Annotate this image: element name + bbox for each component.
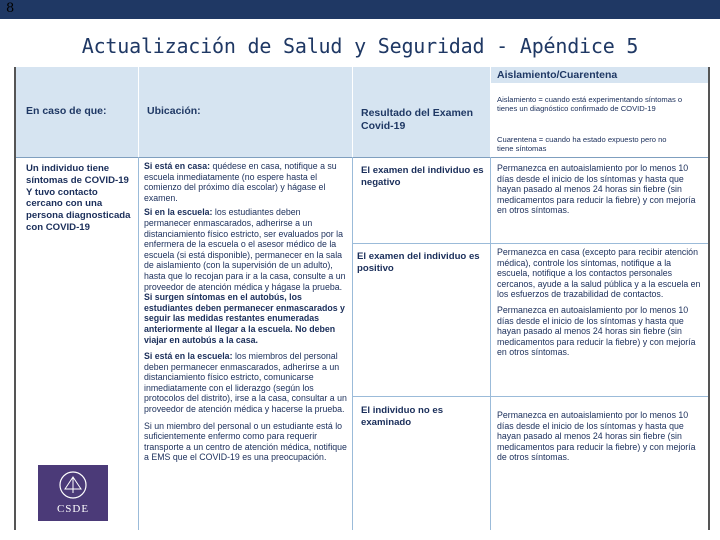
location-autobus-text: Si surgen síntomas en el autobús, los estudiantes deben permanecer enmascarados y seguir las medidas restantes enumeradas anteriormente al llegar a la escuela. No deben viajar en autobús a la casa. <box>144 292 345 345</box>
slide-title: Actualización de Salud y Seguridad - Apéndice 5 <box>81 34 639 58</box>
header-ubicacion-label: Ubicación: <box>147 105 201 117</box>
result-positive-label: El examen del individuo es positivo <box>357 251 480 274</box>
header-divider <box>16 157 708 158</box>
location-escuela-label: Si en la escuela: <box>144 207 213 218</box>
column-divider-3 <box>490 157 491 530</box>
location-escuela <box>144 207 348 345</box>
csde-seal-icon <box>38 467 108 507</box>
location-casa-text: quédese en casa, notifique a su escuela inmediatamente (no espere hasta el comienzo del próximo día escolar) y hágase el examen. <box>144 161 337 203</box>
location-personal-label: Si está en la escuela: <box>144 351 233 362</box>
slide-number: 8 <box>6 1 15 16</box>
header-resultado-label: Resultado del Examen Covid-19 <box>361 107 474 132</box>
action-negative-text: Permanezca en autoaislamiento por lo menos 10 días desde el inicio de los síntomas y hasta que hayan pasado al menos 24 horas sin fiebre (sin medicamentos para reducir la fiebre) y con mejoría en otros síntomas. <box>497 163 696 216</box>
action-not-tested <box>497 410 703 463</box>
aislamiento-definition: Aislamiento = cuando está experimentando síntomas o tienes un diagnóstico confirmado de COVID-19 <box>497 95 683 114</box>
action-positive <box>497 247 703 358</box>
cuarentena-definition: Cuarentena = cuando ha estado expuesto pero no tiene síntomas <box>497 135 667 154</box>
result-divider-2 <box>353 396 708 397</box>
column-divider-1 <box>138 157 139 530</box>
location-enfermo-text: Si un miembro del personal o un estudiante está lo suficientemente enfermo como para requerir transporte a un centro de atención médica, notifique a EMS que el COVID-19 es una preocupación. <box>144 420 347 463</box>
header-en-caso <box>16 67 138 157</box>
top-bar <box>0 0 720 19</box>
aislamiento-title: Aislamiento/Cuarentena <box>491 67 708 83</box>
location-personal-text: los miembros del personal deben permanecer enmascarados, adherirse a un distanciamiento físico estricto, comunicarse inmediatamente con el liderazgo (según los protocolos del distrito), irse a la casa, consultar a un proveedor de atención médica y hacerse la prueba. <box>144 351 347 415</box>
result-negative <box>361 165 486 189</box>
case-cell <box>26 163 134 234</box>
action-positive-text: Permanezca en casa (excepto para recibir atención médica), controle los síntomas, notifique a la escuela, notifique a los contactos personales cercanos, ayude a la salud pública y a la escuela en los esfuerzos de trazabilidad de contactos. <box>497 247 701 300</box>
csde-logo <box>38 465 108 521</box>
header-ubicacion <box>139 67 352 157</box>
location-casa <box>144 161 348 203</box>
action-negative <box>497 163 703 216</box>
appendix-table <box>14 67 710 530</box>
action-not-tested-text: Permanezca en autoaislamiento por lo menos 10 días desde el inicio de los síntomas y hasta que hayan pasado al menos 24 horas sin fiebre (sin medicamentos para reducir la fiebre) y con mejoría de otros síntomas. <box>497 410 696 463</box>
result-not-tested <box>361 405 486 429</box>
location-cell <box>144 161 348 463</box>
result-divider-1 <box>353 243 708 244</box>
result-negative-label: El examen del individuo es negativo <box>361 165 484 188</box>
result-not-tested-label: El individuo no es examinado <box>361 405 444 428</box>
location-escuela-text: los estudiantes deben permanecer enmascarados, adherirse a un distanciamiento físico estricto, ser evaluados por la enfermera de la escuela o el asesor médico de la escuela (si está disponible), permanecer en la sala de aislamiento (con la supervisión de un adulto), hasta que lo recojan para ir a la casa, consulte a un proveedor de atención médica y hágase la prueba. <box>144 207 346 292</box>
location-casa-label: Si está en casa: <box>144 161 211 171</box>
case-text: Un individuo tiene síntomas de COVID-19 Y tuvo contacto cercano con una persona diagnosticada con COVID-19 <box>26 163 131 233</box>
header-aislamiento <box>491 67 708 157</box>
header-en-caso-label: En caso de que: <box>26 105 107 117</box>
action-positive-text-2: Permanezca en autoaislamiento por lo menos 10 días desde el inicio de los síntomas y hasta que hayan pasado al menos 24 horas sin fiebre (sin medicamentos para reducir la fiebre) y con mejoría en otros síntomas. <box>497 304 696 358</box>
csde-logo-text: CSDE <box>56 503 90 515</box>
location-personal <box>144 351 348 415</box>
column-divider-2 <box>352 157 353 530</box>
location-enfermo <box>144 421 348 463</box>
result-positive <box>357 251 487 275</box>
header-resultado <box>353 67 490 157</box>
